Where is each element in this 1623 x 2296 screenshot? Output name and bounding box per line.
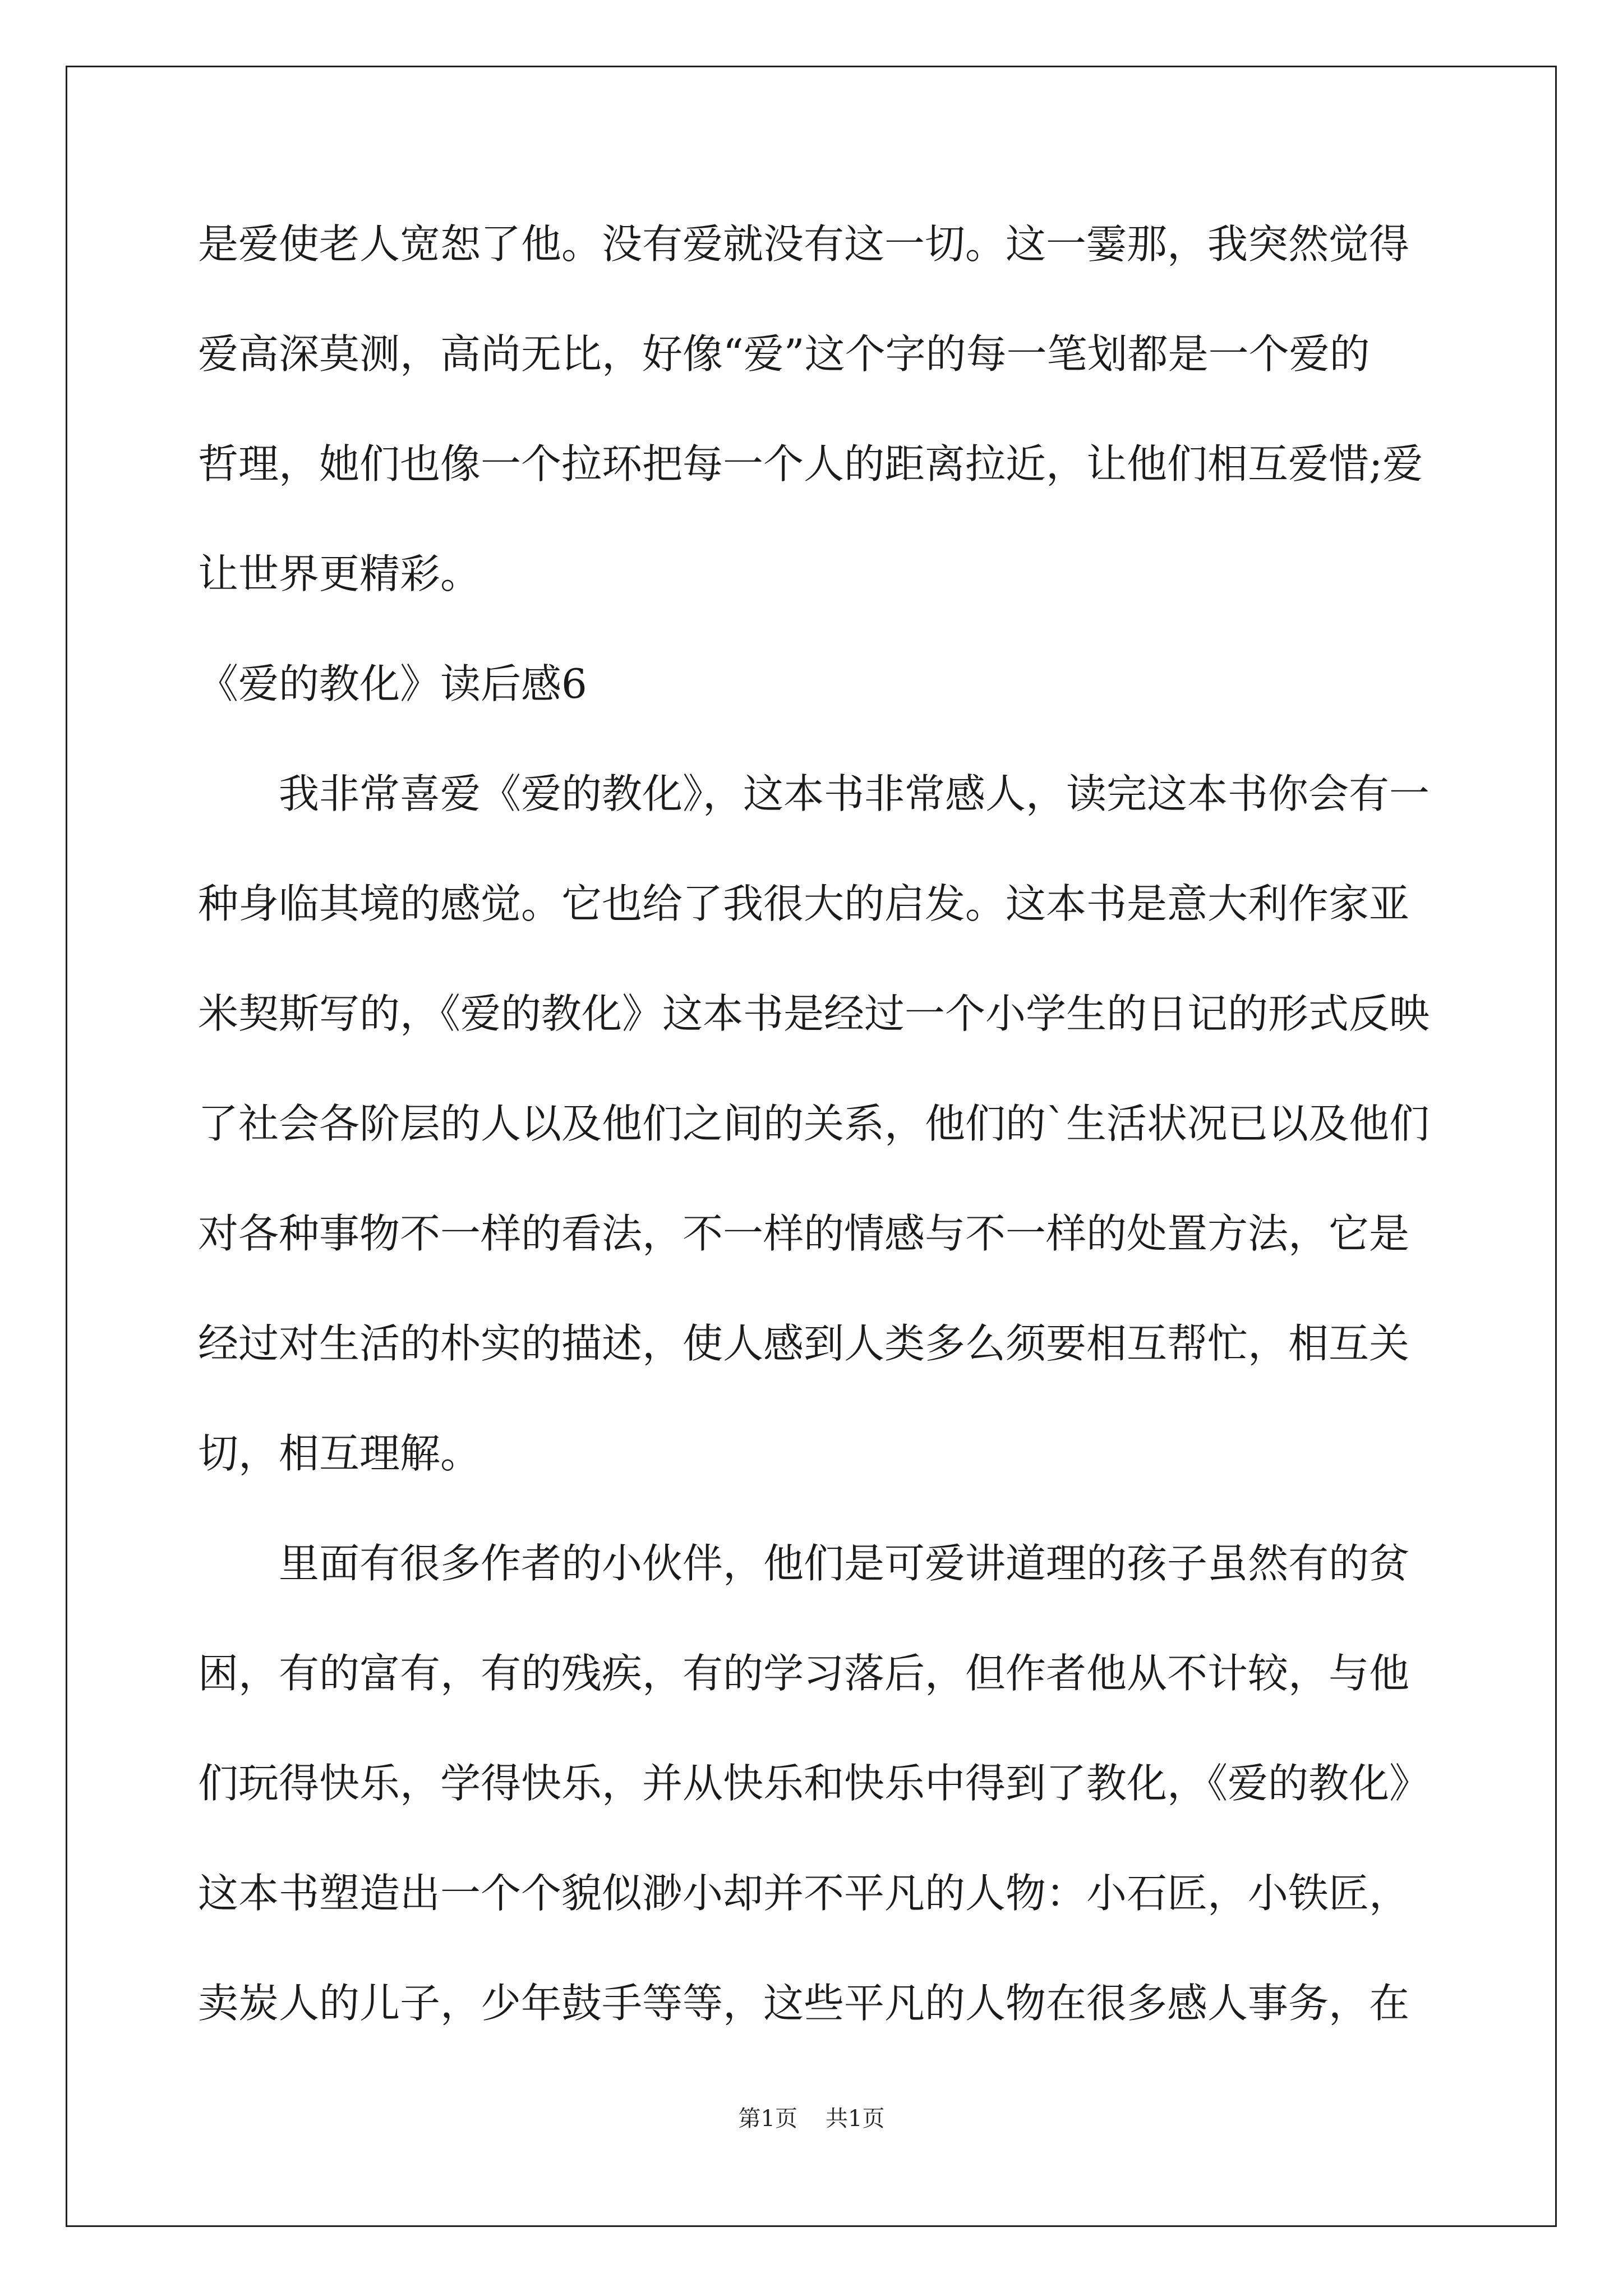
- text-line: 困，有的富有，有的残疾，有的学习落后，但作者他从不计较，与他: [198, 1650, 1410, 1697]
- text-line: 让世界更精彩。: [198, 550, 481, 597]
- page-footer: [0, 2102, 1623, 2136]
- text-line: 切，相互理解。: [198, 1430, 481, 1477]
- text-line: 米契斯写的，《爱的教化》这本书是经过一个小学生的日记的形式反映: [198, 990, 1430, 1037]
- text-line: 对各种事物不一样的看法，不一样的情感与不一样的处置方法，它是: [198, 1210, 1410, 1257]
- text-line: 里面有很多作者的小伙伴，他们是可爱讲道理的孩子虽然有的贫: [279, 1540, 1410, 1587]
- page-number: 第1页: [738, 2106, 797, 2132]
- text-line: 这本书塑造出一个个貌似渺小却并不平凡的人物：小石匠，小铁匠，: [198, 1870, 1410, 1917]
- page-total: 共1页: [826, 2106, 885, 2132]
- section-heading: 《爱的教化》读后感6: [198, 660, 587, 707]
- text-line: 哲理，她们也像一个拉环把每一个人的距离拉近，让他们相互爱惜;爱: [198, 440, 1423, 487]
- text-line: 们玩得快乐，学得快乐，并从快乐和快乐中得到了教化，《爱的教化》: [198, 1760, 1430, 1807]
- text-line: 种身临其境的感觉。它也给了我很大的启发。这本书是意大利作家亚: [198, 880, 1410, 927]
- text-line: 是爱使老人宽恕了他。没有爱就没有这一切。这一霎那，我突然觉得: [198, 220, 1410, 268]
- text-line: 了社会各阶层的人以及他们之间的关系，他们的`生活状况已以及他们: [198, 1100, 1430, 1147]
- text-line: 卖炭人的儿子，少年鼓手等等，这些平凡的人物在很多感人事务，在: [198, 1980, 1410, 2027]
- text-line: 经过对生活的朴实的描述，使人感到人类多么须要相互帮忙，相互关: [198, 1320, 1410, 1367]
- text-line: 我非常喜爱《爱的教化》，这本书非常感人，读完这本书你会有一: [279, 770, 1430, 817]
- text-line: 爱高深莫测，高尚无比，好像“爱”这个字的每一笔划都是一个爱的: [198, 330, 1370, 378]
